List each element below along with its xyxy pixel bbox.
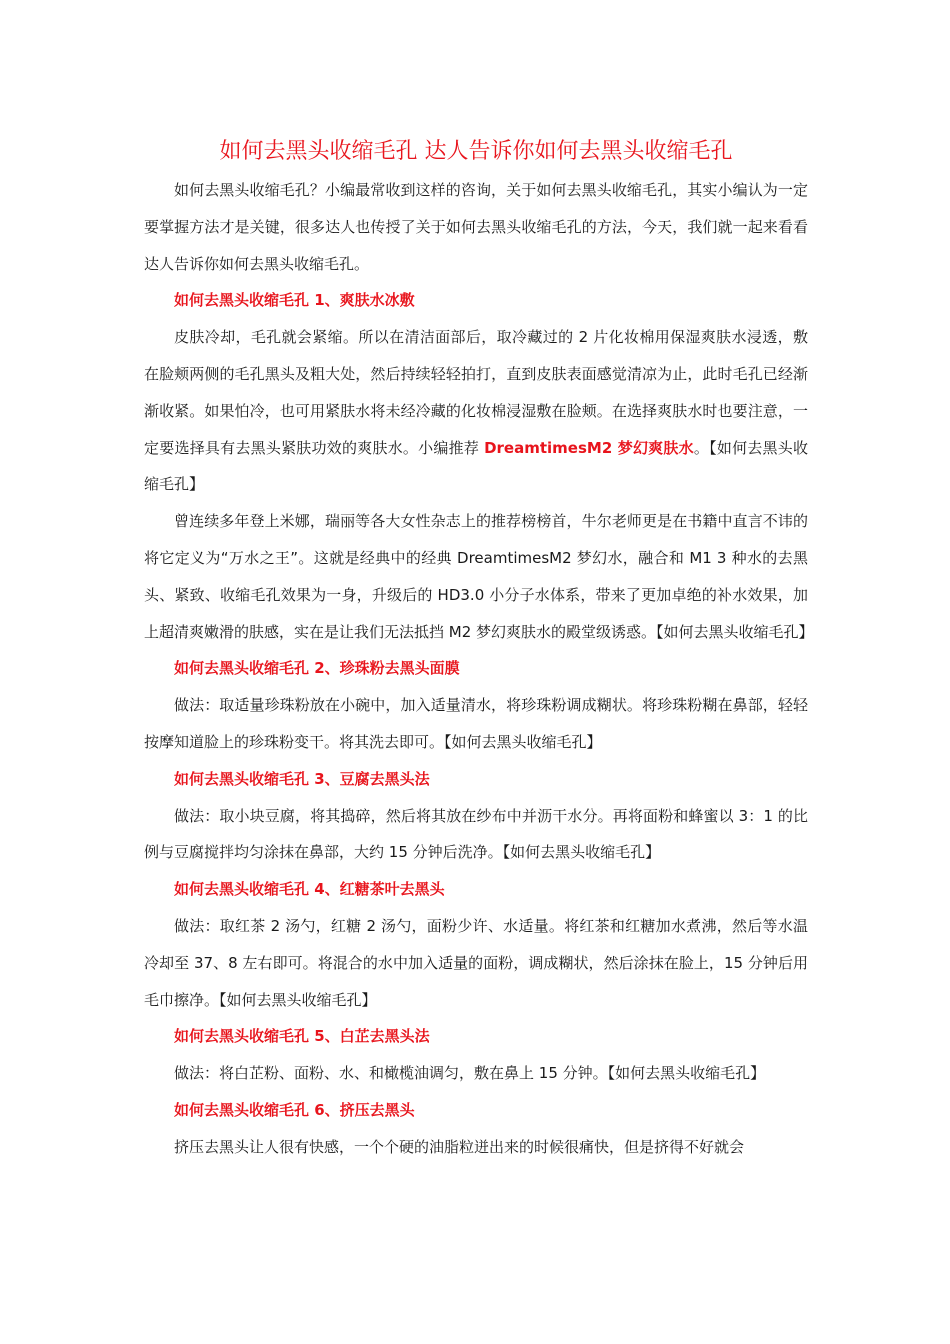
section-heading-6: 如何去黑头收缩毛孔 6、挤压去黑头 xyxy=(174,1100,415,1119)
section-heading-4: 如何去黑头收缩毛孔 4、红糖茶叶去黑头 xyxy=(174,880,445,899)
section-1-text: 皮肤冷却，毛孔就会紧缩。所以在清洁面部后，取冷藏过的 2 片化妆棉用保湿爽肤水浸透，敷在脸颊两侧的毛孔黑头及粗大处，然后持续轻轻拍打，直到皮肤表面感觉清凉为止，此时毛孔已经渐渐收紧。如果怕冷，也可用紧肤水将未经冷藏的化妆棉浸湿敷在脸颊。在选择爽肤水时也要注意，一定要选择具有去黑头紧肤功效的爽肤水。小编推荐 xyxy=(144,328,808,457)
section-1-paragraph-1 xyxy=(144,319,808,503)
document-page xyxy=(144,132,814,1166)
section-1-suffix: 。【如何去黑头收缩毛孔】 xyxy=(144,438,808,494)
section-heading-5: 如何去黑头收缩毛孔 5、白芷去黑头法 xyxy=(174,1027,430,1046)
section-heading-2: 如何去黑头收缩毛孔 2、珍珠粉去黑头面膜 xyxy=(174,659,460,678)
section-4-paragraph: 做法：取红茶 2 汤勺，红糖 2 汤勺，面粉少许、水适量。将红茶和红糖加水煮沸，然后等水温冷却至 37、8 左右即可。将混合的水中加入适量的面粉，调成糊状，然后涂抹在脸上，15 分钟后用毛巾擦净。【如何去黑头收缩毛孔】 xyxy=(144,916,808,1009)
intro-paragraph: 如何去黑头收缩毛孔？小编最常收到这样的咨询，关于如何去黑头收缩毛孔，其实小编认为一定要掌握方法才是关键，很多达人也传授了关于如何去黑头收缩毛孔的方法，今天，我们就一起来看看达人告诉你如何去黑头收缩毛孔。 xyxy=(144,181,808,273)
document-title: 如何去黑头收缩毛孔 达人告诉你如何去黑头收缩毛孔 xyxy=(219,139,733,164)
section-5-paragraph: 做法：将白芷粉、面粉、水、和橄榄油调匀，敷在鼻上 15 分钟。【如何去黑头收缩毛孔】 xyxy=(174,1064,766,1083)
section-1-paragraph-2: 曾连续多年登上米娜，瑞丽等各大女性杂志上的推荐榜榜首，牛尔老师更是在书籍中直言不讳的将它定义为“万水之王”。这就是经典中的经典 DreamtimesM2 梦幻水，融合和 M1 3 种水的去黑头、紧致、收缩毛孔效果为一身，升级后的 HD3.0 小分子水体系，带来了更加卓绝的补水效果，加上超清爽嫩滑的肤感，实在是让我们无法抵挡 M2 梦幻爽肤水的殿堂级诱惑。【如何去黑头收缩毛孔】 xyxy=(144,512,814,641)
section-heading-1: 如何去黑头收缩毛孔 1、爽肤水冰敷 xyxy=(174,291,415,310)
section-6-paragraph: 挤压去黑头让人很有快感，一个个硬的油脂粒迸出来的时候很痛快，但是挤得不好就会 xyxy=(174,1137,745,1156)
section-3-paragraph: 做法：取小块豆腐，将其捣碎，然后将其放在纱布中并沥干水分。再将面粉和蜂蜜以 3：1 的比例与豆腐搅拌均匀涂抹在鼻部，大约 15 分钟后洗净。【如何去黑头收缩毛孔】 xyxy=(144,806,808,862)
section-heading-3: 如何去黑头收缩毛孔 3、豆腐去黑头法 xyxy=(174,769,430,788)
section-2-paragraph: 做法：取适量珍珠粉放在小碗中，加入适量清水，将珍珠粉调成糊状。将珍珠粉糊在鼻部，轻轻按摩知道脸上的珍珠粉变干。将其洗去即可。【如何去黑头收缩毛孔】 xyxy=(144,696,808,751)
product-highlight: DreamtimesM2 梦幻爽肤水 xyxy=(484,438,694,457)
